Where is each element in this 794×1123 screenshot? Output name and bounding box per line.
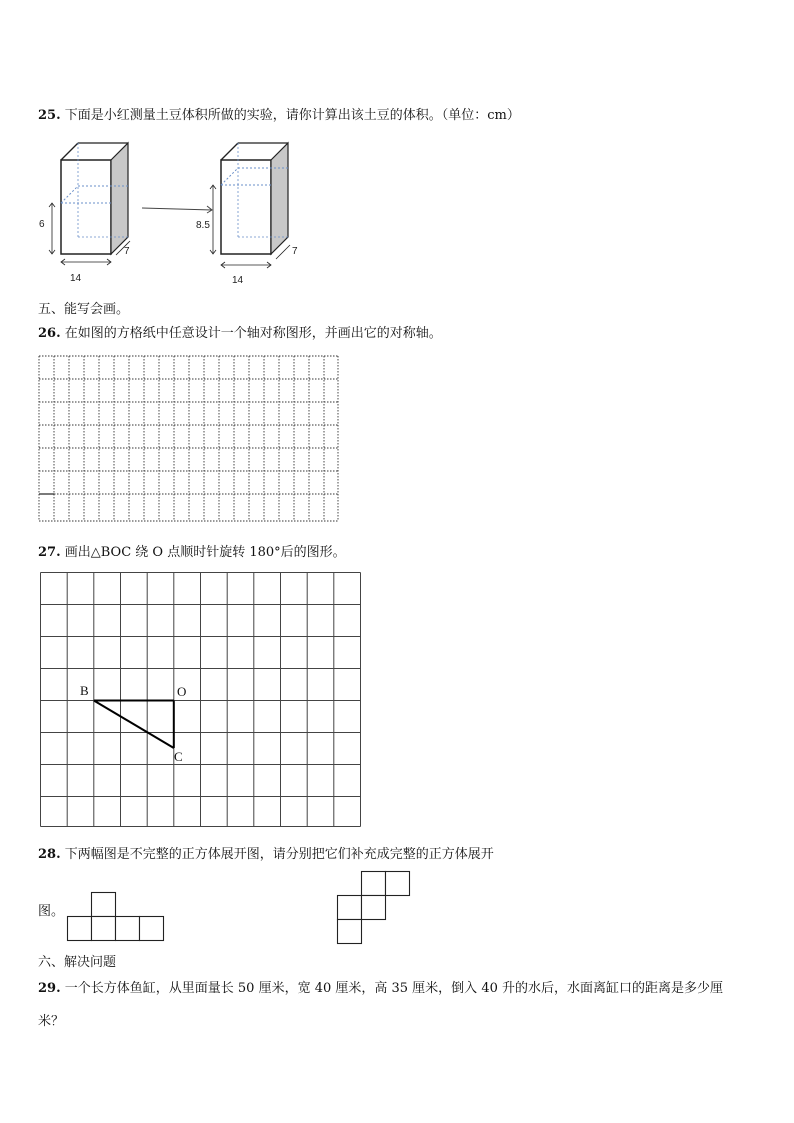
q25-question: 下面是小红测量土豆体积所做的实验，请你计算出该土豆的体积。（单位：cm）: [64, 108, 520, 123]
q26-text: [38, 322, 442, 341]
triangle-boc: [94, 701, 174, 749]
q25-text: [38, 104, 520, 123]
q28-text-line2: 图。: [38, 904, 65, 919]
q29-number: 29.: [38, 981, 61, 996]
q28-question: 下两幅图是不完整的正方体展开图，请分别把它们补充成完整的正方体展开: [64, 847, 494, 862]
q26-question: 在如图的方格纸中任意设计一个轴对称图形，并画出它的对称轴。: [64, 326, 442, 341]
q26-number: 26.: [38, 326, 61, 341]
box1-length-label: 14: [70, 273, 82, 284]
q28-net-right[interactable]: [337, 871, 413, 947]
q29-text: [38, 977, 723, 996]
box2-length-label: 14: [232, 275, 244, 286]
box2-height-label: 8.5: [196, 220, 210, 231]
box2-width-label: 7: [292, 246, 298, 257]
q26-dotted-grid[interactable]: [38, 355, 340, 523]
q28-net-left[interactable]: [67, 892, 167, 944]
container-box-after: [196, 143, 298, 286]
section5-title: 五、能写会画。: [38, 302, 130, 317]
section6-title: 六、解决问题: [38, 955, 117, 970]
q27-number: 27.: [38, 545, 61, 560]
container-box-before: [39, 143, 130, 284]
q25-number: 25.: [38, 108, 61, 123]
point-c-label: C: [174, 749, 183, 764]
q29-question: 一个长方体鱼缸，从里面量长 50 厘米，宽 40 厘米，高 35 厘米，倒入 40 升的水后，水面离缸口的距离是多少厘: [64, 981, 723, 996]
q27-grid[interactable]: [40, 572, 362, 828]
q28-text: [38, 843, 494, 862]
q27-text: [38, 541, 346, 560]
q25-figure: [30, 135, 330, 290]
q28-number: 28.: [38, 847, 61, 862]
point-o-label: O: [177, 684, 187, 699]
q27-question: 画出△BOC 绕 O 点顺时针旋转 180°后的图形。: [64, 545, 346, 560]
point-b-label: B: [80, 683, 89, 698]
box1-width-label: 7: [124, 246, 130, 257]
q29-text-line2: 米？: [38, 1014, 65, 1029]
box1-height-label: 6: [39, 219, 45, 230]
